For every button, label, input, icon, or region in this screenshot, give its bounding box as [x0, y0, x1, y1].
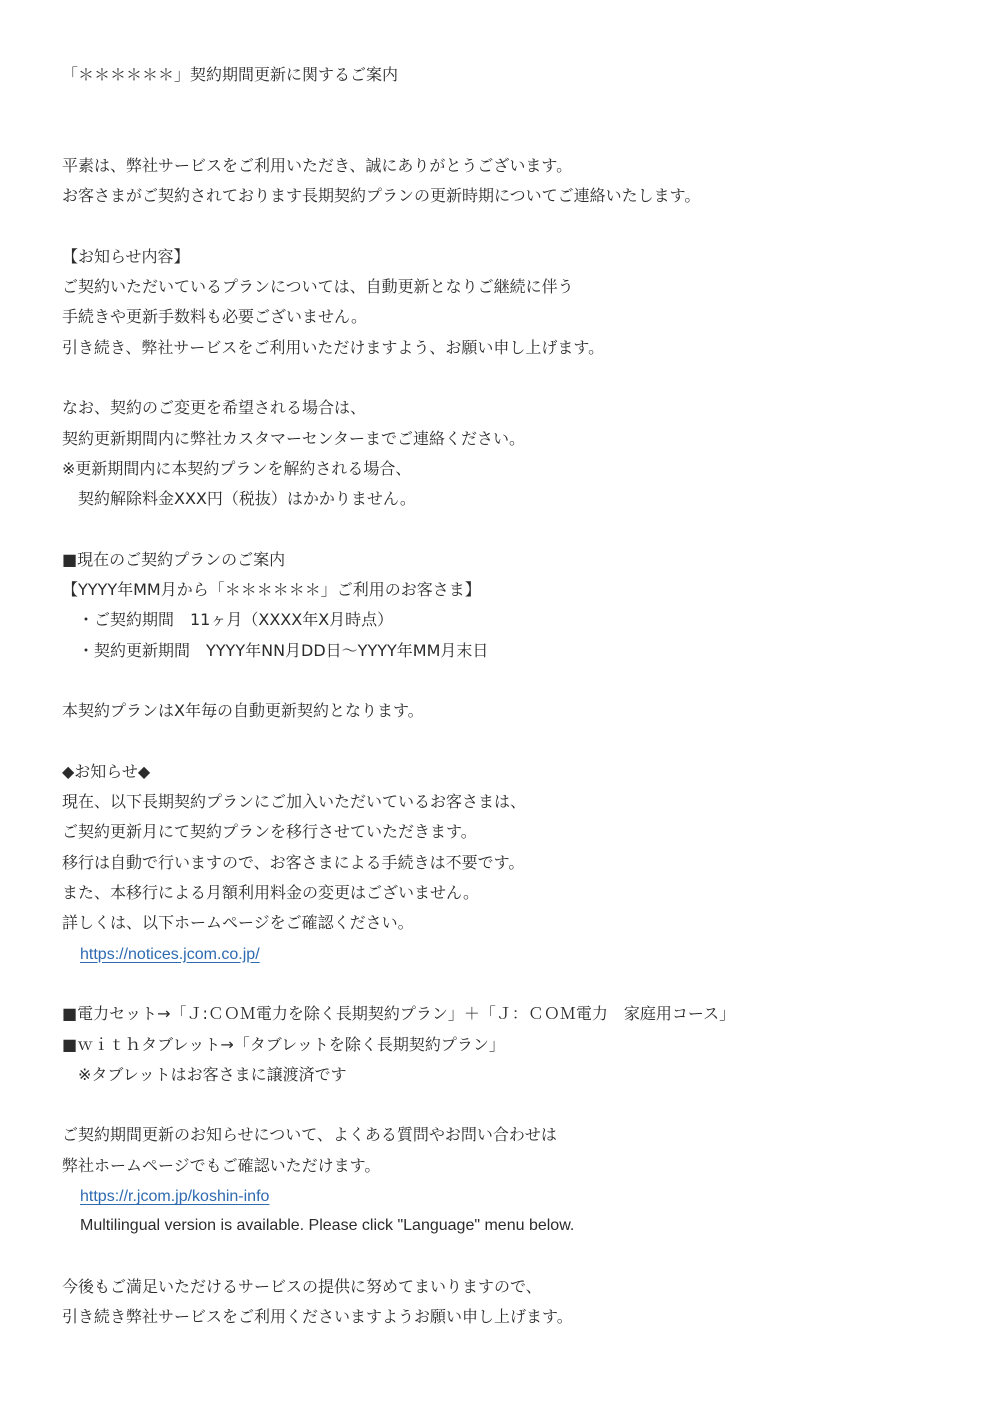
- spacer: [62, 727, 962, 757]
- intro-line: お客さまがご契約されております長期契約プランの更新時期についてご連絡いたします。: [62, 186, 701, 206]
- spacer: [62, 514, 962, 544]
- info-line: 詳しくは、以下ホームページをご確認ください。: [62, 913, 414, 933]
- notices-link[interactable]: https://notices.jcom.co.jp/: [80, 945, 260, 963]
- notice-line: ご契約いただいているプランについては、自動更新となりご継続に伴う: [62, 277, 574, 297]
- cancellation-fee-note: 契約解除料金XXX円（税抜）はかかりません。: [78, 489, 416, 509]
- notice-line: 引き続き、弊社サービスをご利用いただけますよう、お願い申し上げます。: [62, 337, 605, 357]
- info-line: また、本移行による月額利用料金の変更はございません。: [62, 883, 479, 903]
- koshin-info-link[interactable]: https://r.jcom.jp/koshin-info: [80, 1187, 270, 1205]
- auto-renew-text: 本契約プランはX年毎の自動更新契約となります。: [62, 701, 424, 721]
- migration-line-power-set: ■電力セット→「Ｊ:ＣＯＭ電力を除く長期契約プラン」＋「Ｊ：ＣＯＭ電力 家庭用コース」: [62, 1004, 736, 1024]
- spacer: [62, 90, 962, 120]
- intro-line: 平素は、弊社サービスをご利用いただき、誠にありがとうございます。: [62, 155, 573, 175]
- change-line: なお、契約のご変更を希望される場合は、: [62, 398, 367, 418]
- closing-line: 引き続き弊社サービスをご利用くださいますようお願い申し上げます。: [62, 1307, 573, 1327]
- multilingual-note: Multilingual version is available. Please click "Language" menu below.: [80, 1217, 575, 1235]
- change-line: 契約更新期間内に弊社カスタマーセンターまでご連絡ください。: [62, 428, 526, 448]
- tablet-note: ※タブレットはお客さまに譲渡済です: [78, 1064, 347, 1084]
- spacer: [62, 121, 962, 151]
- faq-line: 弊社ホームページでもご確認いただけます。: [62, 1155, 381, 1175]
- spacer: [62, 363, 962, 393]
- document-body: [62, 60, 962, 1332]
- plan-heading: ■現在のご契約プランのご案内: [62, 549, 286, 569]
- plan-item-contract-period: ・ご契約期間 11ヶ月（XXXX年X月時点）: [78, 610, 394, 630]
- notice-heading: 【お知らせ内容】: [62, 246, 190, 266]
- spacer: [62, 211, 962, 241]
- faq-line: ご契約期間更新のお知らせについて、よくある質問やお問い合わせは: [62, 1125, 557, 1145]
- plan-subheading: 【YYYY年MM月から「＊＊＊＊＊＊」ご利用のお客さま】: [62, 580, 481, 600]
- info-line: ご契約更新月にて契約プランを移行させていただきます。: [62, 822, 477, 842]
- closing-line: 今後もご満足いただけるサービスの提供に努めてまいりますので、: [62, 1276, 542, 1296]
- spacer: [62, 1242, 962, 1272]
- spacer: [62, 1090, 962, 1120]
- document-title: 「＊＊＊＊＊＊」契約期間更新に関するご案内: [62, 65, 399, 84]
- notice-line: 手続きや更新手数料も必要ございません。: [62, 307, 367, 327]
- info-line: 現在、以下長期契約プランにご加入いただいているお客さまは、: [62, 792, 527, 812]
- info-line: 移行は自動で行いますので、お客さまによる手続きは不要です。: [62, 852, 525, 872]
- plan-item-renewal-period: ・契約更新期間 YYYY年NN月DD日～YYYY年MM月末日: [78, 640, 489, 660]
- spacer: [62, 666, 962, 696]
- info-heading: ◆お知らせ◆: [62, 761, 151, 781]
- spacer: [62, 969, 962, 999]
- migration-line-tablet: ■ｗｉｔｈタブレット→「タブレットを除く長期契約プラン」: [62, 1034, 505, 1054]
- change-line: ※更新期間内に本契約プランを解約される場合、: [62, 458, 412, 478]
